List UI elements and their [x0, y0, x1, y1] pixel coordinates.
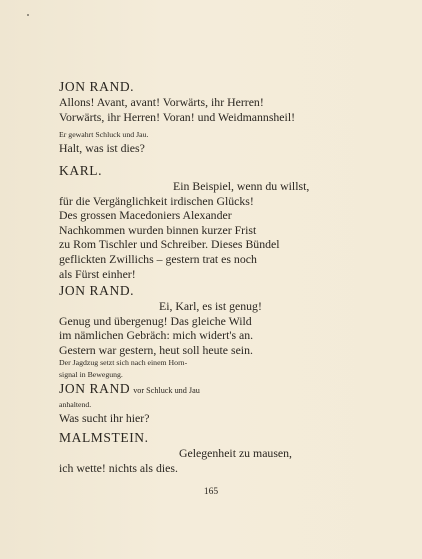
- speaker-name: JON RAND: [59, 381, 131, 396]
- speech-block-jon-rand-3: [59, 381, 379, 426]
- speaker-line: [59, 381, 379, 399]
- verse-line: Nachkommen wurden binnen kurzer Frist: [59, 222, 257, 237]
- stage-direction: Der Jagdzug setzt sich nach einem Horn-: [59, 358, 188, 368]
- speaker-name: MALMSTEIN.: [59, 430, 149, 445]
- stage-direction-inline: vor Schluck und Jau: [133, 386, 200, 395]
- verse-line: Gelegenheit zu mausen,: [179, 446, 293, 460]
- verse-line: Ein Beispiel, wenn du willst,: [173, 179, 310, 193]
- speaker-name: JON RAND.: [59, 283, 135, 298]
- paper-speck: [27, 14, 29, 16]
- verse-line: Vorwärts, ihr Herren! Voran! und Weidmannsheil!: [59, 109, 296, 124]
- verse-line: Halt, was ist dies?: [59, 141, 145, 156]
- stage-direction: anhaltend.: [59, 400, 92, 409]
- stage-direction: Er gewahrt Schluck und Jau.: [59, 130, 149, 140]
- verse-line: Allons! Avant, avant! Vorwärts, ihr Herren!: [59, 95, 264, 109]
- speaker-name: JON RAND.: [59, 79, 135, 94]
- verse-line: Des grossen Macedoniers Alexander: [59, 208, 232, 223]
- verse-line: für die Vergänglichkeit irdischen Glücks!: [59, 193, 254, 208]
- verse-line: als Fürst einher!: [59, 266, 136, 281]
- verse-line: geflickten Zwillichs – gestern trat es noch: [59, 251, 257, 266]
- speaker-name: KARL.: [59, 163, 103, 178]
- stage-direction: signal in Bewegung.: [59, 370, 123, 380]
- verse-line: ich wette! nichts als dies.: [59, 460, 178, 475]
- speech-block-malmstein: [59, 430, 379, 475]
- verse-line: zu Rom Tischler und Schreiber. Dieses Bündel: [59, 237, 280, 252]
- speech-block-karl: [59, 163, 379, 281]
- verse-line: Genug und übergenug! Das gleiche Wild: [59, 313, 252, 328]
- speech-block-jon-rand-2: [59, 283, 379, 381]
- verse-line: Gestern war gestern, heut soll heute sein.: [59, 342, 253, 357]
- speech-block-jon-rand-1: [59, 79, 379, 156]
- verse-line: Was sucht ihr hier?: [59, 411, 150, 425]
- verse-line: Ei, Karl, es ist genug!: [159, 299, 262, 313]
- verse-line: im nämlichen Gebräch: mich widert's an.: [59, 328, 254, 343]
- page-number: 165: [203, 487, 219, 497]
